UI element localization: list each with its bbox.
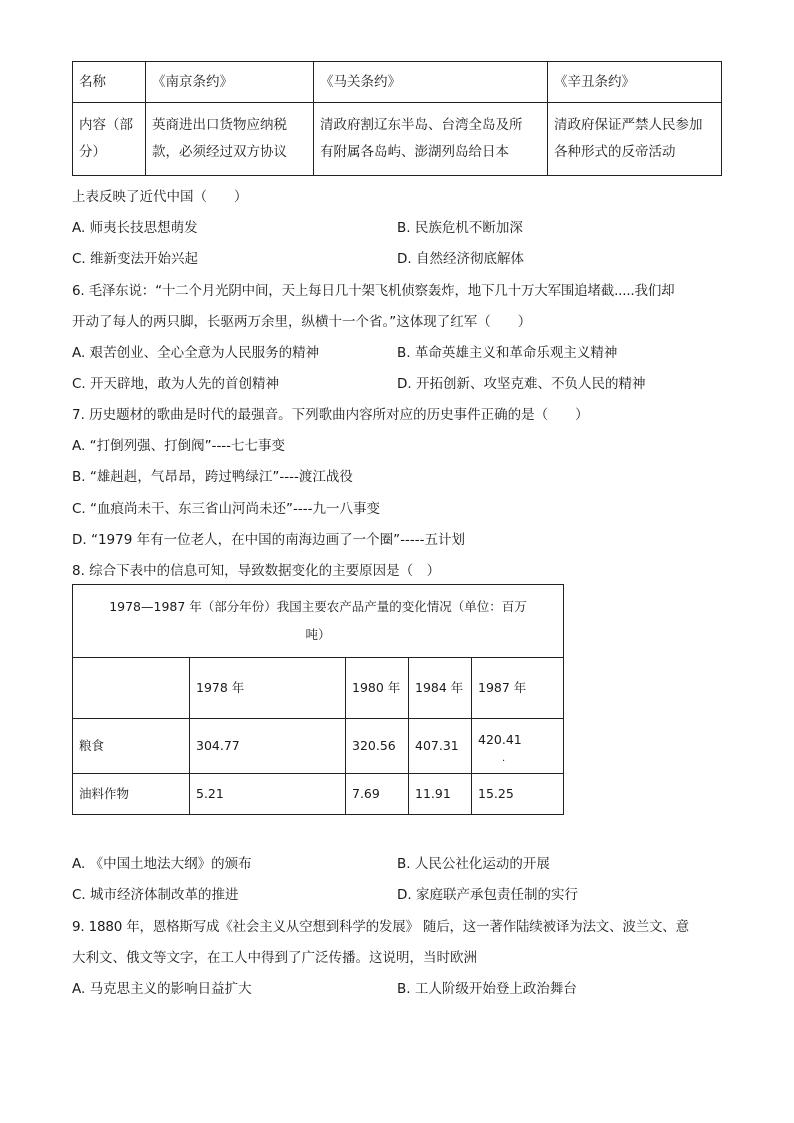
q7-option-b[interactable]: B. “雄赳赳，气昂昂，跨过鸭绿江”----渡江战役 <box>72 469 353 485</box>
production-cell: 320.56 <box>346 719 409 774</box>
production-table-title-line1: 1978—1987 年（部分年份）我国主要农产品产量的变化情况（单位：百万 <box>109 599 527 614</box>
production-cell-value: 420.41 <box>478 732 522 747</box>
treaty-header-nanjing: 《南京条约》 <box>146 62 314 103</box>
q7-option-d[interactable]: D. “1979 年有一位老人，在中国的南海边画了一个圈”-----五计划 <box>72 532 465 548</box>
q5-stem: 上表反映了近代中国（ ） <box>72 189 248 205</box>
treaty-table-header-row <box>73 62 722 103</box>
production-row-label: 油料作物 <box>73 774 190 815</box>
q9-stem-line2: 大利文、俄文等文字，在工人中得到了广泛传播。这说明，当时欧洲 <box>72 950 477 966</box>
q8-option-b[interactable]: B. 人民公社化运动的开展 <box>397 856 550 872</box>
production-cell <box>472 719 564 774</box>
treaty-cell-maguan <box>314 103 548 176</box>
q6-option-d[interactable]: D. 开拓创新、攻坚克难、不负人民的精神 <box>397 376 646 392</box>
treaty-header-maguan: 《马关条约》 <box>314 62 548 103</box>
q6-stem-line1: 6. 毛泽东说：“十二个月光阴中间，天上每日几十架飞机侦察轰炸，地下几十万大军围追堵截.....我们却 <box>72 283 675 299</box>
q5-option-d[interactable]: D. 自然经济彻底解体 <box>397 251 524 267</box>
treaty-table-content-row <box>73 103 722 176</box>
production-row-label: 粮食 <box>73 719 190 774</box>
treaty-row-label-line2: 分） <box>79 144 106 160</box>
production-cell: 11.91 <box>409 774 472 815</box>
q8-option-c[interactable]: C. 城市经济体制改革的推进 <box>72 887 239 903</box>
q7-option-c[interactable]: C. “血痕尚未干、东三省山河尚未还”----九一八事变 <box>72 501 380 517</box>
q6-option-b[interactable]: B. 革命英雄主义和革命乐观主义精神 <box>397 345 618 361</box>
production-cell: 7.69 <box>346 774 409 815</box>
production-row-grain <box>73 719 564 774</box>
treaty-cell-line: 有附属各岛屿、澎湖列岛给日本 <box>320 144 509 160</box>
q7-stem: 7. 历史题材的歌曲是时代的最强音。下列歌曲内容所对应的历史事件正确的是（ ） <box>72 407 589 423</box>
treaty-cell-line: 英商进出口货物应纳税 <box>152 117 287 133</box>
production-table-title <box>73 585 564 658</box>
production-year-1984: 1984 年 <box>409 658 472 719</box>
treaty-cell-line: 清政府割辽东半岛、台湾全岛及所 <box>320 117 523 133</box>
production-table-corner <box>73 658 190 719</box>
treaty-cell-line: 各种形式的反帝活动 <box>554 144 676 160</box>
q5-option-a[interactable]: A. 师夷长技思想萌发 <box>72 220 198 236</box>
q8-option-a[interactable]: A. 《中国土地法大纲》的颁布 <box>72 856 252 872</box>
q5-option-c[interactable]: C. 维新变法开始兴起 <box>72 251 199 267</box>
q6-option-c[interactable]: C. 开天辟地，敢为人先的首创精神 <box>72 376 280 392</box>
production-cell: 407.31 <box>409 719 472 774</box>
production-year-1987: 1987 年 <box>472 658 564 719</box>
production-year-1980: 1980 年 <box>346 658 409 719</box>
production-table-year-row <box>73 658 564 719</box>
q7-option-a[interactable]: A. “打倒列强、打倒阀”----七七事变 <box>72 438 286 454</box>
production-table-title-line2: 吨） <box>305 627 331 642</box>
q5-option-b[interactable]: B. 民族危机不断加深 <box>397 220 523 236</box>
treaty-cell-nanjing <box>146 103 314 176</box>
treaty-row-label-line1: 内容（部 <box>79 117 133 133</box>
production-row-oil <box>73 774 564 815</box>
production-cell: 5.21 <box>190 774 346 815</box>
q6-stem-line2: 开动了每人的两只脚，长驱两万余里，纵横十一个省。”这体现了红军（ ） <box>72 314 532 330</box>
treaty-cell-line: 清政府保证严禁人民参加 <box>554 117 703 133</box>
production-table <box>72 584 564 815</box>
q6-option-a[interactable]: A. 艰苦创业、全心全意为人民服务的精神 <box>72 345 320 361</box>
q8-option-d[interactable]: D. 家庭联产承包责任制的实行 <box>397 887 578 903</box>
treaty-header-xinchou: 《辛丑条约》 <box>548 62 722 103</box>
q9-option-a[interactable]: A. 马克思主义的影响日益扩大 <box>72 981 252 997</box>
production-cell: 304.77 <box>190 719 346 774</box>
treaty-cell-xinchou <box>548 103 722 176</box>
q9-stem-line1: 9. 1880 年，恩格斯写成《社会主义从空想到科学的发展》 随后，这一著作陆续被译为法文、波兰文、意 <box>72 919 689 935</box>
stray-dot-mark: · <box>502 756 506 767</box>
treaty-row-label <box>73 103 146 176</box>
production-cell: 15.25 <box>472 774 564 815</box>
treaty-cell-line: 款，必须经过双方协议 <box>152 144 287 160</box>
q9-option-b[interactable]: B. 工人阶级开始登上政治舞台 <box>397 981 577 997</box>
treaty-table <box>72 61 722 176</box>
treaty-header-name: 名称 <box>73 62 146 103</box>
production-year-1978: 1978 年 <box>190 658 346 719</box>
production-table-title-row <box>73 585 564 658</box>
q8-stem: 8. 综合下表中的信息可知，导致数据变化的主要原因是（ ） <box>72 563 441 579</box>
